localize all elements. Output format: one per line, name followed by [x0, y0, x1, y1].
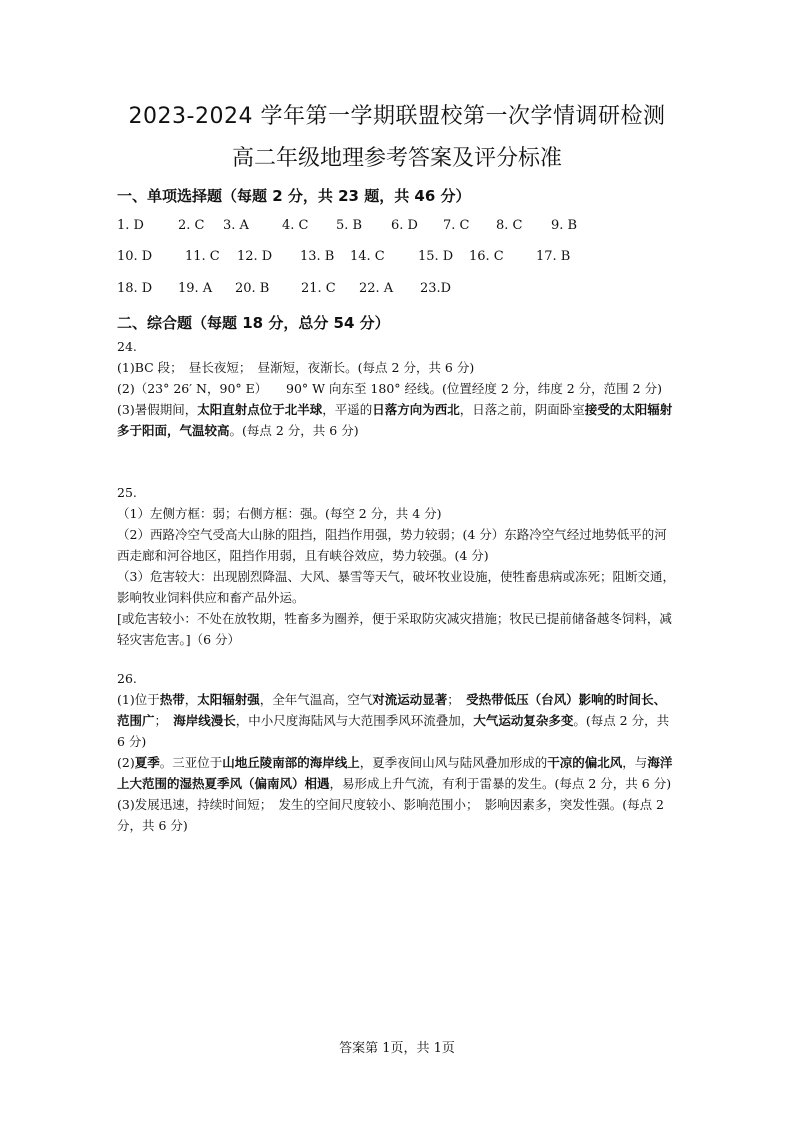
- question-26: [117, 668, 677, 836]
- answer-item: 21. C: [301, 281, 336, 296]
- answer-item: 7. C: [443, 218, 470, 233]
- answer-item: 22. A: [359, 281, 394, 296]
- answer-item: 23.D: [420, 281, 452, 296]
- q26-answer-3: (3)发展迅速，持续时间短； 发生的空间尺度较小、影响范围小； 影响因素多，突发性强。(每点 2 分，共 6 分): [117, 797, 665, 833]
- q25-answer-4: [或危害较小：不处在放牧期，牲畜多为圈养，便于采取防灾减灾措施；牧民已提前储备越冬饲料，减轻灾害危害。]（6 分）: [117, 611, 672, 647]
- answer-item: 17. B: [536, 249, 571, 264]
- answer-item: 18. D: [117, 281, 153, 296]
- answer-item: 1. D: [117, 218, 144, 233]
- answer-item: 10. D: [117, 249, 153, 264]
- answer-item: 15. D: [418, 249, 454, 264]
- answer-item: 20. B: [235, 281, 270, 296]
- answer-item: 4. C: [282, 218, 309, 233]
- q25-answer-3: （3）危害较大：出现剧烈降温、大风、暴雪等天气，破坏牧业设施，使牲畜患病或冻死；阻断交通，影响牧业饲料供应和畜产品外运。: [117, 569, 675, 605]
- answer-item: 3. A: [223, 218, 249, 233]
- answer-item: 2. C: [178, 218, 205, 233]
- q25-answer-2: （2）西路冷空气受高大山脉的阻挡，阻挡作用强，势力较弱；(4 分）东路冷空气经过地势低平的河西走廊和河谷地区，阻挡作用弱，且有峡谷效应，势力较强。(4 分): [117, 527, 667, 563]
- answer-item: 5. B: [336, 218, 363, 233]
- answer-item: 19. A: [178, 281, 213, 296]
- answer-item: 12. D: [237, 249, 273, 264]
- q24-answer-2: (2)（23° 26′ N，90° E） 90° W 向东至 180° 经线。(位置经度 2 分，纬度 2 分，范围 2 分): [117, 381, 662, 396]
- answer-item: 8. C: [496, 218, 523, 233]
- page-subtitle: 高二年级地理参考答案及评分标准: [231, 146, 562, 171]
- section1-heading: 一、单项选择题（每题 2 分，共 23 题，共 46 分）: [117, 187, 471, 205]
- question-number: 26.: [117, 671, 137, 686]
- answer-item: 16. C: [469, 249, 504, 264]
- question-number: 24.: [117, 339, 137, 354]
- page-title: 2023-2024 学年第一学期联盟校第一次学情调研检测: [128, 104, 666, 129]
- q24-answer-3: (3)暑假期间，太阳直射点位于北半球，平遥的日落方向为西北，日落之前，阴面卧室接受的太阳辐射多于阳面，气温较高。(每点 2 分，共 6 分): [117, 402, 673, 438]
- section2-heading: 二、综合题（每题 18 分，总分 54 分）: [117, 314, 390, 332]
- q24-answer-1: (1)BC 段； 昼长夜短； 昼渐短，夜渐长。(每点 2 分，共 6 分): [117, 360, 475, 375]
- answer-item: 14. C: [350, 249, 385, 264]
- q26-answer-2: (2)夏季。三亚位于山地丘陵南部的海岸线上，夏季夜间山风与陆风叠加形成的干凉的偏北风，与海洋上大范围的湿热夏季风（偏南风）相遇，易形成上升气流，有利于雷暴的发生。(每点 2 分，共 6 分): [117, 755, 673, 791]
- page-footer: 答案第 1页，共 1页: [339, 1041, 455, 1056]
- question-25: [117, 482, 677, 650]
- answer-item: 9. B: [551, 218, 578, 233]
- q25-answer-1: （1）左侧方框：弱；右侧方框：强。(每空 2 分，共 4 分): [117, 506, 442, 521]
- answer-item: 6. D: [391, 218, 418, 233]
- q26-answer-1: (1)位于热带，太阳辐射强，全年气温高，空气对流运动显著； 受热带低压（台风）影响的时间长、范围广； 海岸线漫长，中小尺度海陆风与大范围季风环流叠加，大气运动复杂多变。(每点 2 分，共 6 分): [117, 692, 670, 749]
- answer-item: 13. B: [300, 249, 335, 264]
- answer-item: 11. C: [185, 249, 220, 264]
- question-number: 25.: [117, 485, 137, 500]
- question-24: [117, 336, 677, 441]
